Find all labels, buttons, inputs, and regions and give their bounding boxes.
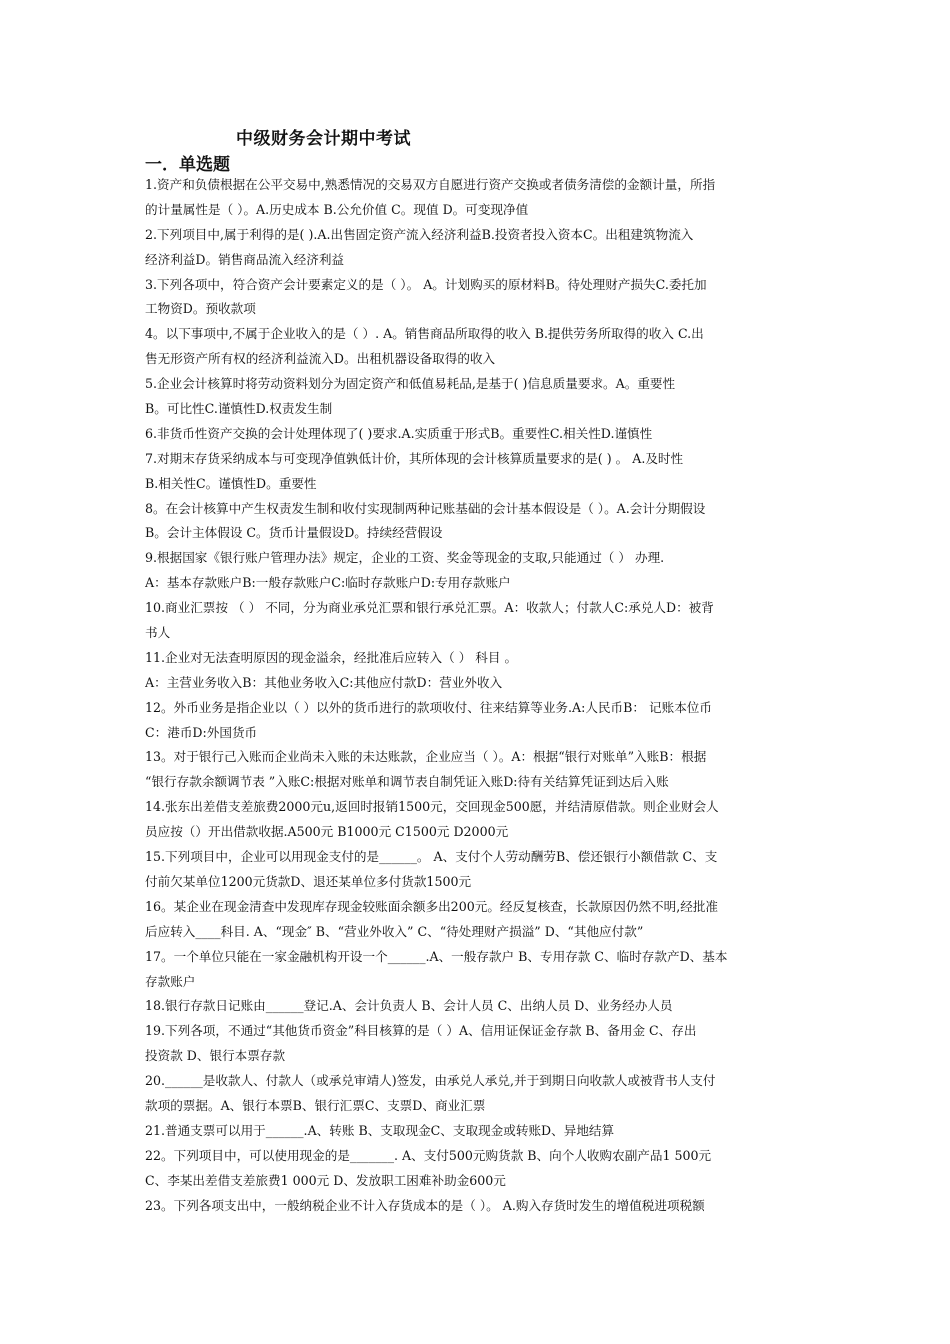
question-line: 员应按（）开出借款收据.A500元 B1000元 C1500元 D2000元 xyxy=(145,824,509,840)
question-line: 书人 xyxy=(145,625,171,641)
question-line: 18.银行存款日记账由______登记.A、会计负责人 B、会计人员 C、出纳人员 D、业务经办人员 xyxy=(145,998,673,1014)
question-line: 3.下列各项中，符合资产会计要素定义的是（ ）。 A。计划购买的原材料B。待处理财产损失C.委托加 xyxy=(145,276,707,292)
page-title: 中级财务会计期中考试 xyxy=(236,129,411,149)
question-line: 14.张东出差借支差旅费2000元u,返回时报销1500元，交回现金500愿，并结清原借款。则企业财会人 xyxy=(145,799,719,815)
question-line: 存款账户 xyxy=(145,973,196,989)
question-line: B。会计主体假设 C。货币计量假设D。持续经营假设 xyxy=(145,525,443,541)
question-line: 17。一个单位只能在一家金融机构开设一个______.A、一般存款户 B、专用存款 C、临时存款产D、基本 xyxy=(145,948,728,964)
question-line: 的计量属性是（ ）。A.历史成本 B.公允价值 C。现值 D。可变现净值 xyxy=(145,201,529,217)
question-line: 12。外币业务是指企业以（ ）以外的货币进行的款项收付、往来结算等业务.A:人民币B： 记账本位币 xyxy=(145,699,712,715)
question-line: 20.______是收款人、付款人（或承兑审靖人)签发，由承兑人承兑,并于到期日向收款人或被背书人支付 xyxy=(145,1073,716,1089)
question-line: B。可比性C.谨慎性D.权责发生制 xyxy=(145,401,333,417)
question-line: 4。以下事项中,不属于企业收入的是（ ）. A。销售商品所取得的收入 B.提供劳务所取得的收入 C.出 xyxy=(145,326,704,342)
question-line: C、李某出差借支差旅费1 000元 D、发放职工困难补助金600元 xyxy=(145,1172,506,1188)
question-line: 19.下列各项，不通过“其他货币资金”科目核算的是（ ）A、信用证保证金存款 B、备用金 C、存出 xyxy=(145,1023,697,1039)
question-line: B.相关性C。谨慎性D。重要性 xyxy=(145,475,317,491)
question-line: 款项的票据。A、银行本票B、银行汇票C、支票D、商业汇票 xyxy=(145,1097,486,1113)
question-line: 11.企业对无法查明原因的现金溢余，经批准后应转入（ ） 科目 。 xyxy=(145,649,518,665)
question-line: 10.商业汇票按 （ ） 不同，分为商业承兑汇票和银行承兑汇票。A：收款人；付款人C:承兑人D：被背 xyxy=(145,600,714,616)
question-line: 13。对于银行己入账而企业尚未入账的未达账款，企业应当（ ）。A：根据“银行对账单”入账B：根据 xyxy=(145,749,707,765)
question-line: 6.非货币性资产交换的会计处理体现了( )要求.A.实质重于形式B。重要性C.相关性D.谨慎性 xyxy=(145,425,653,441)
question-line: 1.资产和负债根据在公平交易中,熟悉情况的交易双方自愿进行资产交换或者债务清偿的金额计量，所指 xyxy=(145,177,716,192)
question-line: 售无形资产所有权的经济利益流入D。出租机器设备取得的收入 xyxy=(145,351,496,367)
question-line: 2.下列项目中,属于利得的是( ).A.出售固定资产流入经济利益B.投资者投入资本C。出租建筑物流入 xyxy=(145,226,694,242)
question-line: “银行存款余额调节表 ”入账C:根据对账单和调节表自制凭证入账D:待有关结算凭证到达后入账 xyxy=(145,774,669,790)
question-list xyxy=(145,173,810,1218)
question-line: A：主营业务收入B：其他业务收入C:其他应付款D：营业外收入 xyxy=(145,674,503,690)
section-heading: 一．单选题 xyxy=(145,155,230,175)
question-line: 7.对期末存货采纳成本与可变现净值孰低计价，其所体现的会计核算质量要求的是( ) 。 A.及时性 xyxy=(145,450,684,466)
question-line: 21.普通支票可以用于______.A、转账 B、支取现金C、支取现金或转账D、异地结算 xyxy=(145,1122,615,1138)
question-line: 8。在会计核算中产生权责发生制和收付实现制两种记账基础的会计基本假设是（ ）。A.会计分期假设 xyxy=(145,500,706,516)
question-line: C：港币D:外国货币 xyxy=(145,724,258,740)
question-line: 投资款 D、银行本票存款 xyxy=(145,1048,286,1064)
question-line: 9.根据国家《银行账户管理办法》规定，企业的工资、奖金等现金的支取,只能通过（ ） 办理. xyxy=(145,550,665,566)
question-line: 后应转入____科目. A、“现金″ B、“营业外收入” C、“待处理财产损溢” D、“其他应付款” xyxy=(145,923,644,939)
question-line: 工物资D。预收款项 xyxy=(145,301,256,317)
question-line: A：基本存款账户B:一般存款账户C:临时存款账户D:专用存款账户 xyxy=(145,575,511,591)
question-line: 经济利益D。销售商品流入经济利益 xyxy=(145,251,345,267)
question-line: 23。下列各项支出中，一般纳税企业不计入存货成本的是（ ）。 A.购入存货时发生的增值税进项税额 xyxy=(145,1197,705,1213)
question-line: 16。某企业在现金清查中发现库存现金较账面余额多出200元。经反复核查，长款原因仍然不明,经批准 xyxy=(145,898,719,914)
question-line: 5.企业会计核算时将劳动资料划分为固定资产和低值易耗品,是基于( )信息质量要求。A。重要性 xyxy=(145,376,676,392)
question-line: 付前欠某单位1200元货款D、退还某单位多付货款1500元 xyxy=(145,873,472,889)
question-line: 15.下列项目中，企业可以用现金支付的是______。 A、支付个人劳动酬劳B、偿还银行小额借款 C、支 xyxy=(145,849,718,865)
question-line: 22。下列项目中，可以使用现金的是_______. A、支付500元购货款 B、向个人收购农副产品1 500元 xyxy=(145,1147,712,1163)
